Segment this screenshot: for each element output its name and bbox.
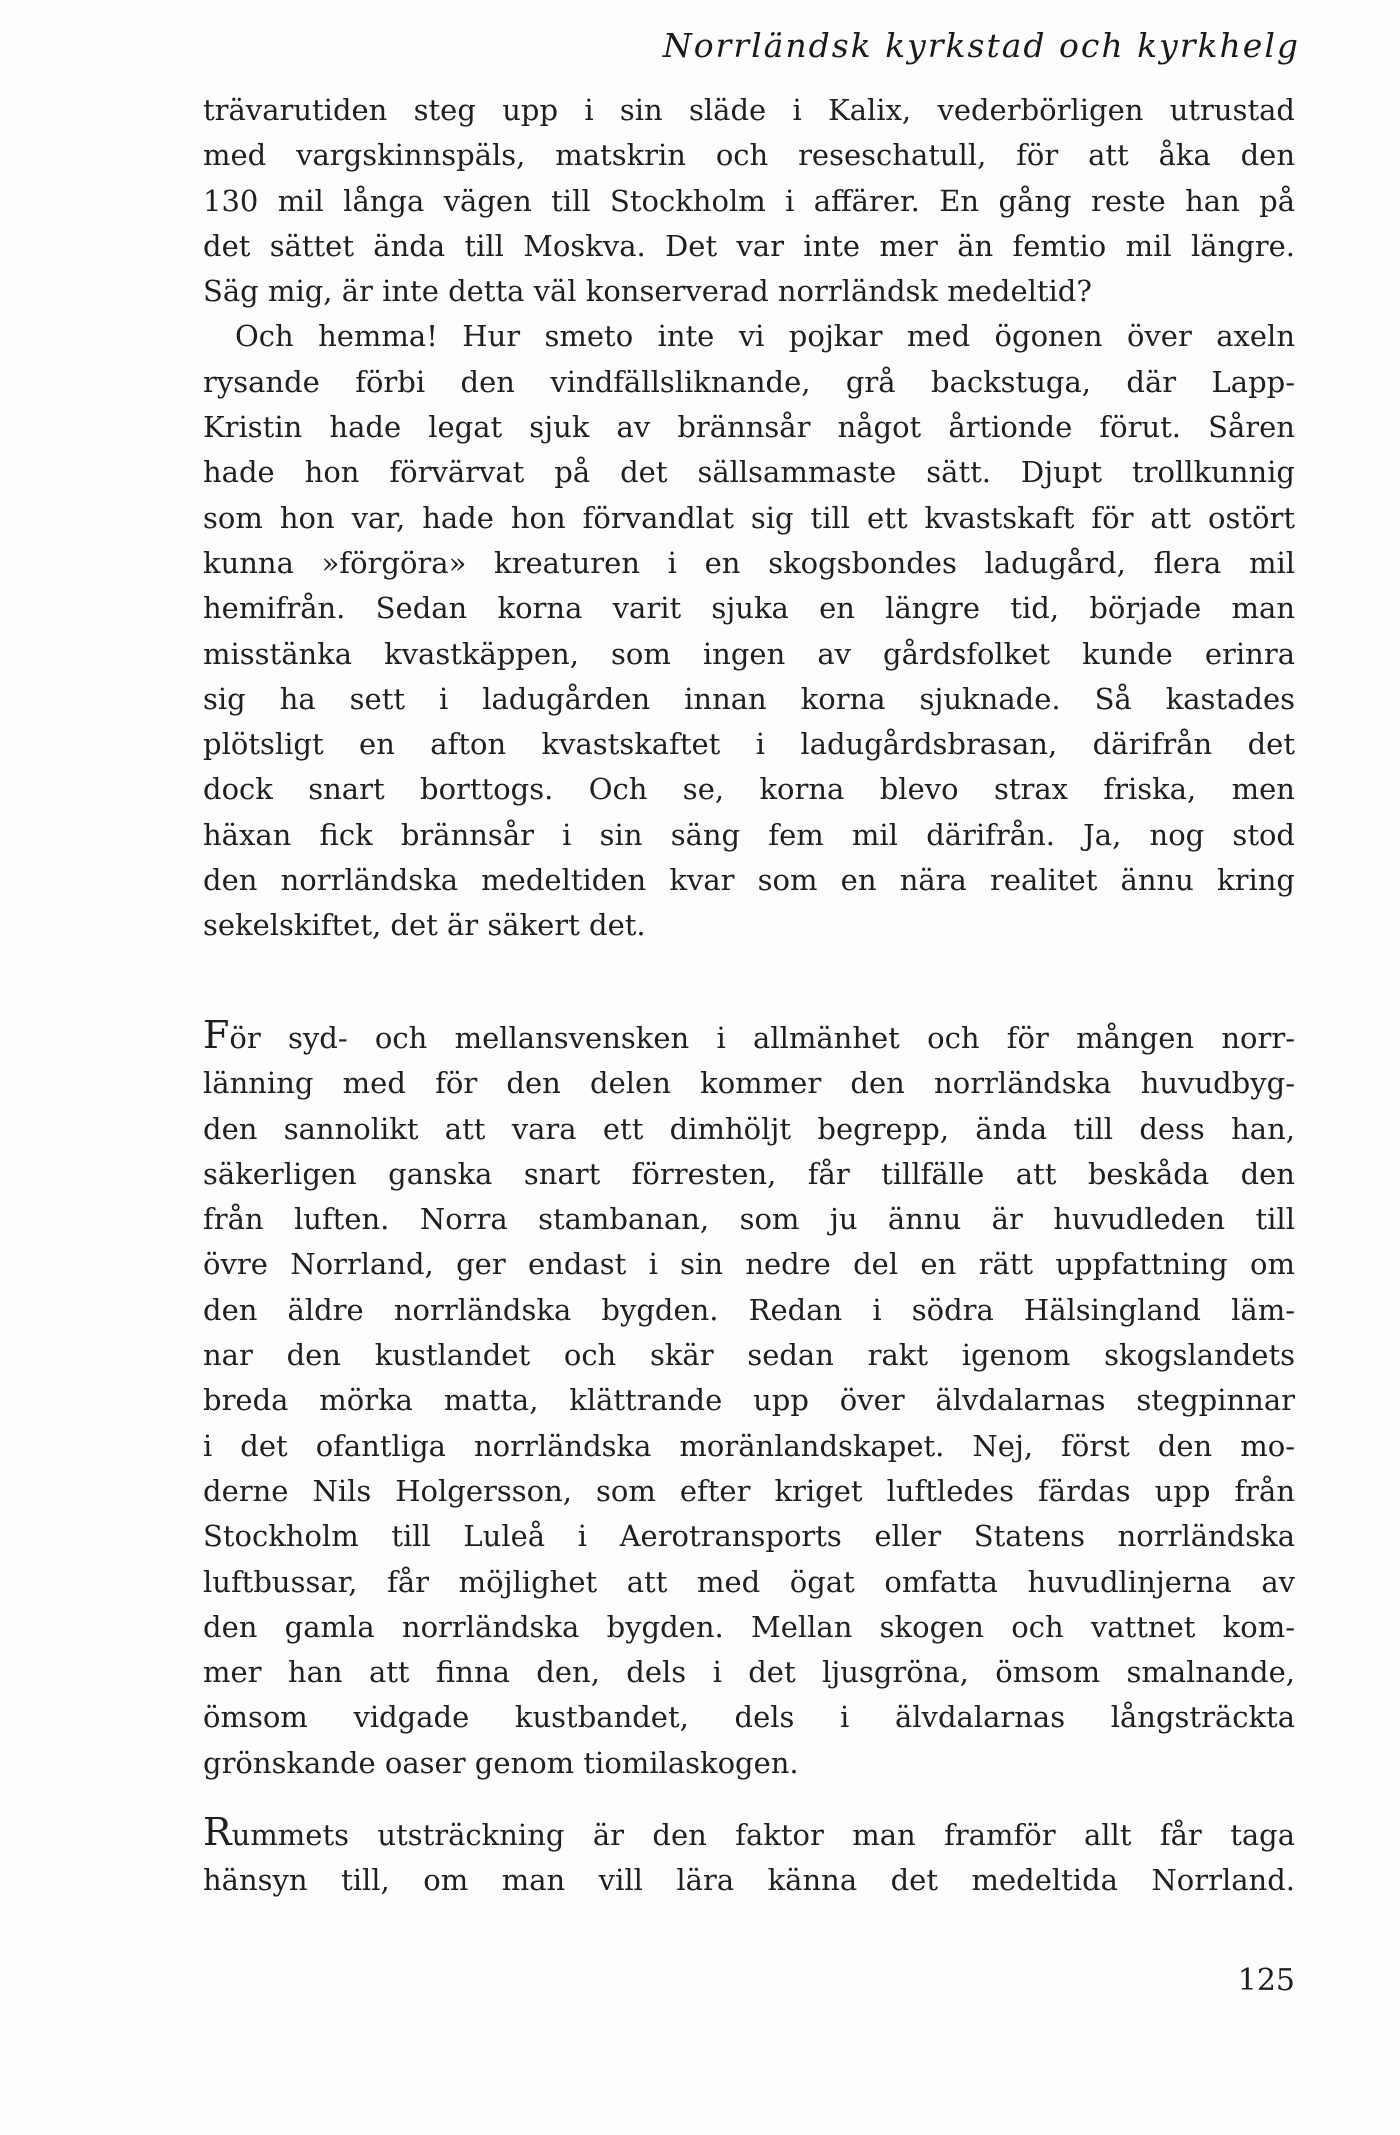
text-line: misstänka kvastkäppen, som ingen av gårdsfolket kunde erinra: [203, 636, 1295, 671]
text-line: sekelskiftet, det är säkert det.: [203, 908, 646, 943]
text-line: nar den kustlandet och skär sedan rakt igenom skogslandets: [203, 1338, 1295, 1373]
text-line: derne Nils Holgersson, som efter kriget luftledes färdas upp från: [203, 1473, 1295, 1508]
text-line: hemifrån. Sedan korna varit sjuka en längre tid, började man: [203, 591, 1295, 626]
text-line: rysande förbi den vindfällsliknande, grå backstuga, där Lapp-: [203, 364, 1295, 399]
text-line: hade hon förvärvat på det sällsammaste sätt. Djupt trollkunnig: [203, 455, 1295, 490]
text-line: grönskande oaser genom tiomilaskogen.: [203, 1745, 799, 1780]
running-head: Norrländsk kyrkstad och kyrkhelg: [662, 26, 1300, 65]
text-line: Och hemma! Hur smeto inte vi pojkar med ögonen över axeln: [235, 319, 1295, 354]
text-line: den äldre norrländska bygden. Redan i södra Hälsingland läm-: [203, 1292, 1295, 1327]
text-line: länning med för den delen kommer den norrländska huvudbyg-: [203, 1066, 1295, 1101]
text-line: 130 mil långa vägen till Stockholm i affärer. En gång reste han på: [203, 183, 1295, 218]
text-line: från luften. Norra stambanan, som ju ännu är huvudleden till: [203, 1202, 1295, 1237]
initial-letter: F: [203, 1013, 230, 1057]
text-line-rest: ummets utsträckning är den faktor man framför allt får taga: [231, 1818, 1295, 1852]
text-line: plötsligt en afton kvastskaftet i ladugårdsbrasan, därifrån det: [203, 727, 1295, 762]
text-line: säkerligen ganska snart förresten, får tillfälle att beskåda den: [203, 1156, 1295, 1191]
text-line: sig ha sett i ladugården innan korna sjuknade. Så kastades: [203, 681, 1295, 716]
text-line: det sättet ända till Moskva. Det var inte mer än femtio mil längre.: [203, 228, 1295, 263]
text-line: den norrländska medeltiden kvar som en nära realitet ännu kring: [203, 863, 1295, 898]
text-line-rest: ör syd- och mellansvensken i allmänhet och för mången norr-: [229, 1021, 1295, 1055]
text-line: ömsom vidgade kustbandet, dels i älvdalarnas långsträckta: [203, 1700, 1295, 1735]
text-line: som hon var, hade hon förvandlat sig till ett kvastskaft för att ostört: [203, 500, 1295, 535]
text-line: Kristin hade legat sjuk av brännsår något årtionde förut. Såren: [203, 410, 1295, 445]
paragraph-1: [203, 88, 1295, 949]
text-line: den gamla norrländska bygden. Mellan skogen och vattnet kom-: [203, 1609, 1295, 1644]
text-line: övre Norrland, ger endast i sin nedre del en rätt uppfattning om: [203, 1247, 1295, 1282]
text-line: den sannolikt att vara ett dimhöljt begrepp, ända till dess han,: [203, 1111, 1295, 1146]
text-line: trävarutiden steg upp i sin släde i Kalix, vederbörligen utrustad: [203, 93, 1295, 127]
text-line: i det ofantliga norrländska moränlandskapet. Nej, först den mo-: [203, 1428, 1295, 1463]
text-line: [203, 1013, 1295, 1061]
initial-letter: R: [203, 1810, 232, 1854]
text-line: med vargskinnspäls, matskrin och reseschatull, för att åka den: [203, 138, 1295, 173]
text-line: Säg mig, är inte detta väl konserverad norrländsk medeltid?: [203, 274, 1092, 309]
paragraph-3: [203, 1810, 1295, 1904]
text-line: hänsyn till, om man vill lära känna det medeltida Norrland.: [203, 1863, 1295, 1898]
text-line: häxan fick brännsår i sin säng fem mil därifrån. Ja, nog stod: [203, 817, 1295, 852]
text-line: breda mörka matta, klättrande upp över älvdalarnas stegpinnar: [203, 1383, 1295, 1418]
text-line: kunna »förgöra» kreaturen i en skogsbondes ladugård, flera mil: [203, 545, 1295, 580]
text-line: mer han att finna den, dels i det ljusgröna, ömsom smalnande,: [203, 1655, 1295, 1690]
text-line: Stockholm till Luleå i Aerotransports eller Statens norrländska: [203, 1519, 1295, 1554]
text-line: luftbussar, får möjlighet att med ögat omfatta huvudlinjerna av: [203, 1564, 1295, 1599]
text-line: [203, 1810, 1295, 1858]
text-line: dock snart borttogs. Och se, korna blevo strax friska, men: [203, 772, 1295, 807]
paragraph-2: [203, 1013, 1295, 1786]
page-number: 125: [1237, 1963, 1295, 1998]
